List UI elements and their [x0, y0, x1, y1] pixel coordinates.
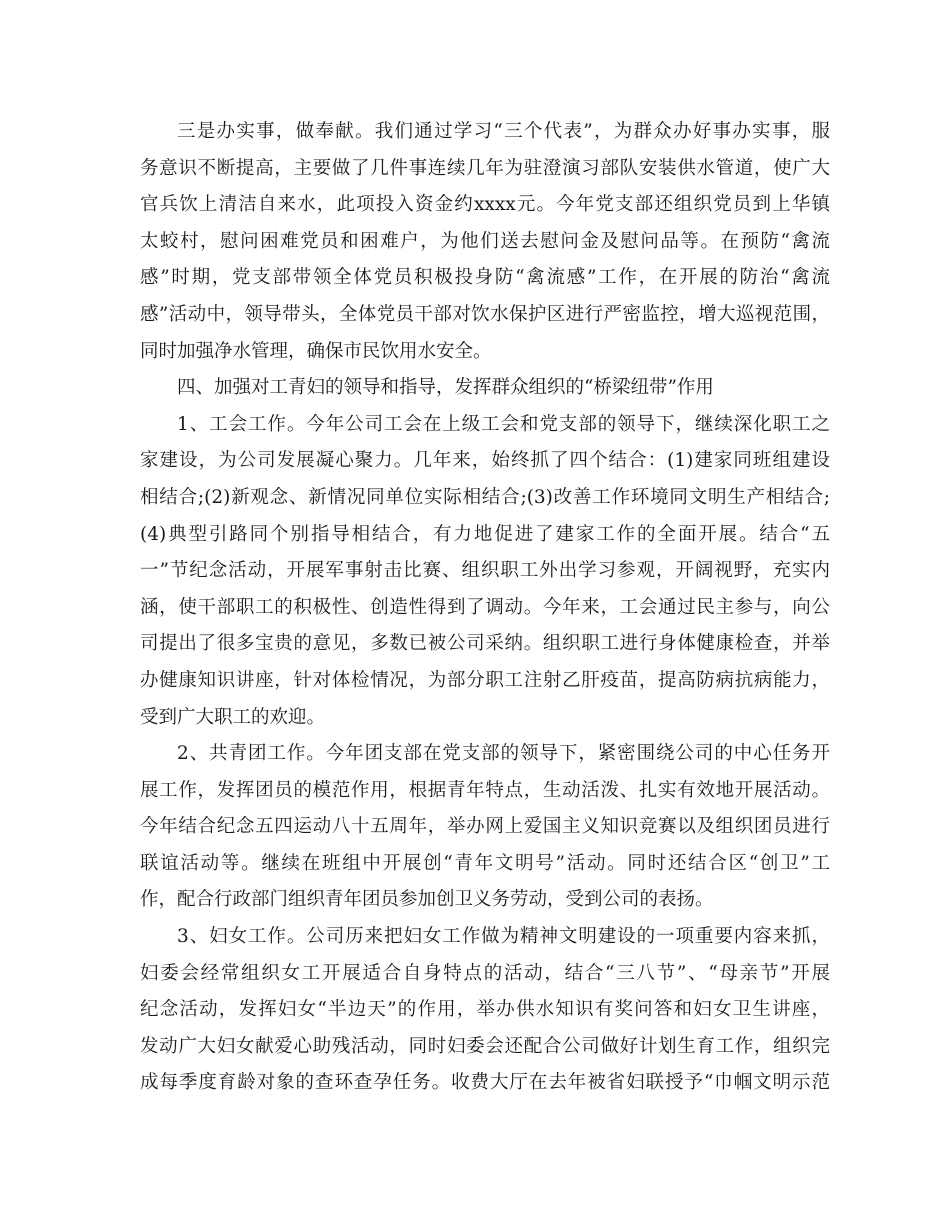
text-line: 成每季度育龄对象的查环查孕任务。收费大厅在去年被省妇联授予“巾帼文明示范 [140, 1072, 830, 1094]
text-line: 太蛟村，慰问困难党员和困难户，为他们送去慰问金及慰问品等。在预防“禽流 [140, 230, 830, 252]
text-line: 感”时期，党支部带领全体党员积极投身防“禽流感”工作，在开展的防治“禽流 [140, 267, 830, 289]
text-line: 相结合;(2)新观念、新情况同单位实际相结合;(3)改善工作环境同文明生产相结合; [140, 486, 830, 508]
text-line: 3、妇女工作。公司历来把妇女工作做为精神文明建设的一项重要内容来抓， [177, 926, 830, 948]
text-line: 一”节纪念活动，开展军事射击比赛、组织职工外出学习参观，开阔视野，充实内 [140, 560, 830, 582]
text-line: 联谊活动等。继续在班组中开展创“青年文明号”活动。同时还结合区“创卫”工 [140, 852, 830, 874]
text-line: 1、工会工作。今年公司工会在上级工会和党支部的领导下，继续深化职工之 [177, 413, 830, 435]
text-line: 作，配合行政部门组织青年团员参加创卫义务劳动，受到公司的表扬。 [140, 889, 714, 911]
text-line: 妇委会经常组织女工开展适合自身特点的活动，结合“三八节”、“母亲节”开展 [140, 962, 830, 984]
text-line: 感”活动中，领导带头，全体党员干部对饮水保护区进行严密监控，增大巡视范围， [140, 303, 830, 325]
text-line: 家建设，为公司发展凝心聚力。几年来，始终抓了四个结合：(1)建家同班组建设 [140, 450, 830, 472]
text-line: 受到广大职工的欢迎。 [140, 706, 326, 728]
text-line: 发动广大妇女献爱心助残活动，同时妇委会还配合公司做好计划生育工作，组织完 [140, 1035, 830, 1057]
text-line: 2、共青团工作。今年团支部在党支部的领导下，紧密围绕公司的中心任务开 [177, 743, 830, 765]
text-line: 司提出了很多宝贵的意见，多数已被公司采纳。组织职工进行身体健康检查，并举 [140, 633, 830, 655]
text-line: 同时加强净水管理，确保市民饮用水安全。 [140, 340, 492, 362]
text-line: 纪念活动，发挥妇女“半边天”的作用，举办供水知识有奖问答和妇女卫生讲座， [140, 999, 830, 1021]
text-line: 四、加强对工青妇的领导和指导，发挥群众组织的“桥梁纽带”作用 [177, 377, 714, 399]
text-line: (4)典型引路同个别指导相结合，有力地促进了建家工作的全面开展。结合“五 [140, 523, 830, 545]
text-line: 展工作，发挥团员的模范作用，根据青年特点，生动活泼、扎实有效地开展活动。 [140, 779, 830, 801]
text-line: 务意识不断提高，主要做了几件事连续几年为驻澄演习部队安装供水管道，使广大 [140, 157, 830, 179]
text-line: 涵，使干部职工的积极性、创造性得到了调动。今年来，工会通过民主参与，向公 [140, 596, 830, 618]
text-line: 三是办实事，做奉献。我们通过学习“三个代表”，为群众办好事办实事，服 [177, 121, 830, 142]
text-line: 今年结合纪念五四运动八十五周年，举办网上爱国主义知识竞赛以及组织团员进行 [140, 816, 830, 838]
document-body [140, 114, 830, 1102]
text-line: 办健康知识讲座，针对体检情况，为部分职工注射乙肝疫苗，提高防病抗病能力， [140, 669, 830, 691]
text-line: 官兵饮上清洁自来水，此项投入资金约xxxx元。今年党支部还组织党员到上华镇 [140, 194, 830, 216]
